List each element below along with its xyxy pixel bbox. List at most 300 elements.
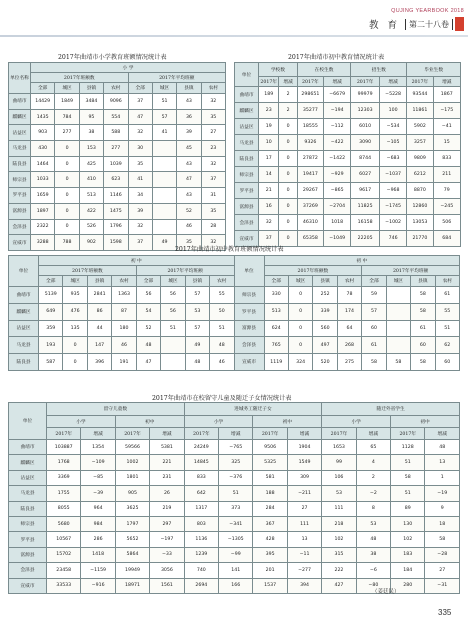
table-header-cell: 农村 — [104, 83, 128, 94]
data-cell: 57 — [185, 287, 209, 304]
row-label-cell: 富源县 — [9, 203, 31, 219]
data-cell: 395 — [253, 547, 287, 562]
row-label-cell: 马龙县 — [9, 337, 39, 354]
row-label-cell: 麒麟区 — [9, 455, 47, 470]
row-label-cell: 陆良县 — [235, 151, 259, 167]
data-cell: 27 — [201, 125, 225, 141]
data-cell: 61 — [411, 320, 435, 337]
data-cell: 135 — [63, 320, 87, 337]
table-row — [9, 94, 226, 110]
table-header-cell: 学校数 — [258, 63, 297, 77]
table-header-cell: 初 中 — [39, 256, 235, 266]
data-cell: 41 — [128, 172, 152, 188]
data-cell: 5652 — [115, 532, 149, 547]
table-header-cell: 单位名称 — [9, 63, 31, 94]
data-cell: 211 — [433, 167, 460, 183]
data-cell: 37 — [128, 94, 152, 110]
data-cell: 297 — [150, 516, 184, 531]
data-cell: −1159 — [81, 563, 115, 578]
row-label-cell: 师宗县 — [9, 516, 47, 531]
data-cell: 13 — [287, 532, 321, 547]
table3-title: 2017年曲靖市初中教育班额情况统计表 — [175, 246, 284, 253]
row-label-cell: 罗平县 — [9, 188, 31, 204]
table-header-cell: 2017年平均班额 — [362, 266, 460, 276]
table-header-cell: 城区 — [161, 276, 185, 287]
table-header-cell: 2017年 — [253, 428, 287, 440]
data-cell: 935 — [63, 287, 87, 304]
data-cell: 0 — [279, 119, 297, 135]
data-cell: 17 — [258, 151, 279, 167]
data-cell: 1239 — [184, 547, 218, 562]
row-label-cell: 会泽县 — [234, 337, 264, 354]
data-cell: 52 — [177, 203, 201, 219]
data-cell: 497 — [313, 337, 337, 354]
table-header-cell: 增减 — [425, 428, 460, 440]
table-row — [9, 337, 460, 354]
table-header-cell: 增减 — [150, 428, 184, 440]
data-cell: 58 — [386, 354, 410, 371]
data-cell: 28 — [201, 219, 225, 235]
data-cell: 0 — [55, 172, 79, 188]
data-cell: 286 — [81, 532, 115, 547]
data-cell: −197 — [150, 532, 184, 547]
data-cell: 280 — [391, 578, 425, 593]
data-cell: 51 — [391, 486, 425, 501]
data-cell: 38 — [356, 547, 390, 562]
data-cell: 21770 — [407, 231, 433, 247]
data-cell: 642 — [184, 486, 218, 501]
table2-title: 2017年曲靖市初中教育情况统计表 — [288, 54, 385, 61]
data-cell: 183 — [391, 547, 425, 562]
table-header-cell: 县镇 — [79, 83, 103, 94]
data-cell: 55 — [435, 303, 459, 320]
data-cell: −1422 — [323, 151, 350, 167]
data-cell: 103887 — [47, 440, 81, 455]
data-cell: −422 — [323, 135, 350, 151]
row-label-cell: 陆良县 — [9, 156, 31, 172]
table-header-cell: 单位 — [235, 63, 259, 87]
data-cell: 59566 — [115, 440, 149, 455]
row-label-cell: 宣威市 — [234, 354, 264, 371]
data-cell: 0 — [288, 287, 312, 304]
data-cell: 330 — [264, 287, 288, 304]
data-cell: 8055 — [47, 501, 81, 516]
data-cell: 2322 — [31, 219, 55, 235]
data-cell: 277 — [104, 141, 128, 157]
table-header-cell: 随迁外省学生 — [322, 403, 460, 416]
header-rule — [0, 35, 468, 37]
row-label-cell: 马龙县 — [9, 141, 31, 157]
data-cell: −5228 — [379, 87, 406, 103]
data-cell: 581 — [253, 470, 287, 485]
table-row — [9, 172, 226, 188]
table-header-cell: 2017年平均班额 — [136, 266, 234, 276]
data-cell: 27 — [287, 501, 321, 516]
data-cell: 180 — [112, 320, 136, 337]
table-header-cell: 2017年班额数 — [264, 266, 362, 276]
data-cell: −1049 — [323, 231, 350, 247]
data-cell: 35 — [201, 203, 225, 219]
data-cell: 65 — [356, 440, 390, 455]
data-cell: 10 — [258, 135, 279, 151]
data-cell: 26 — [150, 486, 184, 501]
data-cell: 0 — [279, 151, 297, 167]
table-row — [9, 156, 226, 172]
data-cell: 833 — [184, 470, 218, 485]
data-cell: 47 — [177, 172, 201, 188]
data-cell: 298651 — [297, 87, 323, 103]
row-label-cell: 富源县 — [9, 547, 47, 562]
row-label-cell: 沾益区 — [235, 119, 259, 135]
table-header-cell: 县镇 — [177, 83, 201, 94]
data-cell: 51 — [391, 455, 425, 470]
data-cell: 19417 — [297, 167, 323, 183]
data-cell: 410 — [79, 172, 103, 188]
row-label-cell: 宣威市 — [9, 578, 47, 593]
data-cell: −968 — [379, 183, 406, 199]
data-cell: 0 — [55, 188, 79, 204]
data-cell: −31 — [425, 578, 460, 593]
data-cell: −277 — [287, 563, 321, 578]
data-cell: 221 — [150, 455, 184, 470]
table-row — [9, 303, 460, 320]
table-header-cell: 城区 — [152, 83, 176, 94]
data-cell: −211 — [287, 486, 321, 501]
data-cell: 1018 — [323, 215, 350, 231]
table-header-cell: 增减 — [219, 428, 253, 440]
table-header-cell: 初中 — [115, 416, 184, 428]
data-cell: 4 — [356, 455, 390, 470]
data-cell: 359 — [39, 320, 63, 337]
data-cell: 24249 — [184, 440, 218, 455]
data-cell: 56 — [161, 303, 185, 320]
table-row — [9, 219, 226, 235]
data-cell: −929 — [323, 167, 350, 183]
data-cell: 0 — [288, 320, 312, 337]
data-cell: 0 — [55, 141, 79, 157]
data-cell: 147 — [87, 337, 111, 354]
data-cell: 0 — [55, 203, 79, 219]
row-label-cell: 会泽县 — [235, 215, 259, 231]
data-cell: 18555 — [297, 119, 323, 135]
data-cell: 12303 — [351, 103, 380, 119]
data-cell: 51 — [152, 94, 176, 110]
data-cell: 2 — [279, 87, 297, 103]
table-row — [9, 141, 226, 157]
data-cell: 43 — [177, 94, 201, 110]
data-cell: 32 — [128, 219, 152, 235]
table-header-cell: 增减 — [433, 77, 460, 87]
data-cell: −6679 — [323, 87, 350, 103]
table1-title: 2017年曲靖市小学教育班额情况统计表 — [58, 54, 167, 61]
data-cell: −683 — [379, 151, 406, 167]
data-cell: 55 — [210, 287, 234, 304]
data-cell: 315 — [322, 547, 356, 562]
data-cell: −194 — [323, 103, 350, 119]
data-cell: 1002 — [115, 455, 149, 470]
data-cell: 513 — [264, 303, 288, 320]
data-cell: 1796 — [104, 219, 128, 235]
data-cell: 373 — [219, 501, 253, 516]
data-cell: 188 — [253, 486, 287, 501]
data-cell: 526 — [79, 219, 103, 235]
data-cell: 106 — [322, 470, 356, 485]
data-cell: 57 — [152, 109, 176, 125]
data-cell: 19949 — [115, 563, 149, 578]
data-cell — [386, 287, 410, 304]
table-header-cell: 初 中 — [264, 256, 460, 266]
data-cell: 46 — [112, 337, 136, 354]
table-header-cell: 全部 — [31, 83, 55, 94]
yearbook-name: QUJING YEARBOOK — [391, 8, 449, 14]
data-cell: 0 — [279, 231, 297, 247]
data-cell: 903 — [31, 125, 55, 141]
row-label-cell: 师宗县 — [9, 172, 31, 188]
data-cell: 624 — [264, 320, 288, 337]
data-cell: 277 — [55, 125, 79, 141]
data-cell: 33533 — [47, 578, 81, 593]
table-header-cell: 初中 — [391, 416, 460, 428]
table-header-cell: 进城务工随迁子女 — [184, 403, 322, 416]
data-cell: 1849 — [55, 94, 79, 110]
data-cell: 8 — [356, 501, 390, 516]
data-cell: 35 — [201, 109, 225, 125]
table-row — [9, 354, 460, 371]
data-cell: 102 — [391, 532, 425, 547]
data-cell: 47 — [136, 354, 160, 371]
data-cell: 0 — [63, 354, 87, 371]
data-cell: 2841 — [87, 287, 111, 304]
data-cell: 56 — [136, 287, 160, 304]
data-cell: 53 — [185, 303, 209, 320]
section-title: 教 育 — [368, 20, 400, 31]
data-cell: 19 — [258, 119, 279, 135]
data-cell: 38 — [79, 125, 103, 141]
data-cell: −175 — [433, 103, 460, 119]
data-cell: 18 — [425, 516, 460, 531]
data-cell: 1537 — [253, 578, 287, 593]
table-row — [9, 287, 460, 304]
table-row — [9, 547, 460, 562]
data-cell: 222 — [322, 563, 356, 578]
data-cell: 5680 — [47, 516, 81, 531]
data-cell: 3625 — [115, 501, 149, 516]
table-row — [235, 183, 461, 199]
data-cell: 37 — [201, 172, 225, 188]
data-cell: 43 — [177, 188, 201, 204]
data-cell: 61 — [435, 287, 459, 304]
data-cell — [152, 203, 176, 219]
data-cell: 520 — [313, 354, 337, 371]
data-cell: 11825 — [351, 199, 380, 215]
table-header-cell: 县镇 — [313, 276, 337, 287]
data-cell: 1561 — [150, 578, 184, 593]
table-row — [9, 501, 460, 516]
data-cell: 189 — [258, 87, 279, 103]
data-cell: 31 — [201, 188, 225, 204]
row-label-cell: 沾益区 — [9, 320, 39, 337]
data-cell: 62 — [435, 337, 459, 354]
data-cell: 5139 — [39, 287, 63, 304]
data-cell: 5325 — [253, 455, 287, 470]
data-cell: 153 — [79, 141, 103, 157]
table-header-cell: 农村 — [201, 83, 225, 94]
data-cell: 587 — [39, 354, 63, 371]
data-cell: 35 — [128, 156, 152, 172]
data-cell: 53 — [356, 516, 390, 531]
data-cell: 51 — [219, 486, 253, 501]
data-cell: 0 — [279, 199, 297, 215]
data-cell: 396 — [87, 354, 111, 371]
data-cell: 324 — [288, 354, 312, 371]
data-cell: 56 — [161, 287, 185, 304]
data-cell: 53 — [322, 486, 356, 501]
data-cell: 554 — [104, 109, 128, 125]
data-cell: 141 — [219, 563, 253, 578]
table-header-cell: 城区 — [288, 276, 312, 287]
data-cell: 339 — [313, 303, 337, 320]
table-header-cell: 2017年 — [391, 428, 425, 440]
row-label-cell: 罗平县 — [9, 532, 47, 547]
data-cell: 184 — [391, 563, 425, 578]
table-header-cell: 增减 — [81, 428, 115, 440]
data-cell: −109 — [81, 455, 115, 470]
data-cell: 3484 — [79, 94, 103, 110]
data-cell: 16158 — [351, 215, 380, 231]
data-cell: 1 — [425, 470, 460, 485]
table-header-cell: 2017年 — [47, 428, 81, 440]
table-header-cell: 单位 — [234, 256, 264, 287]
data-cell: 284 — [253, 501, 287, 516]
row-label-cell: 宣威市 — [235, 231, 259, 247]
data-cell: 428 — [253, 532, 287, 547]
data-cell: 58 — [425, 532, 460, 547]
data-cell: 0 — [279, 215, 297, 231]
table-header-cell: 农村 — [337, 276, 361, 287]
data-cell: 3056 — [150, 563, 184, 578]
data-cell: 32 — [201, 235, 225, 251]
row-label-cell: 曲靖市 — [9, 440, 47, 455]
table-row — [9, 486, 460, 501]
data-cell: 46310 — [297, 215, 323, 231]
left-behind-children-table — [8, 402, 460, 594]
table-row — [235, 135, 461, 151]
data-cell: 166 — [219, 578, 253, 593]
data-cell: 1128 — [391, 440, 425, 455]
data-cell: 78 — [337, 287, 361, 304]
data-cell: 6010 — [351, 119, 380, 135]
data-cell: 9506 — [253, 440, 287, 455]
data-cell: −865 — [323, 183, 350, 199]
data-cell: 58 — [391, 470, 425, 485]
data-cell: 6212 — [407, 167, 433, 183]
junior-school-table — [234, 62, 461, 247]
data-cell: 49 — [185, 337, 209, 354]
data-cell: 45 — [177, 141, 201, 157]
table-row — [235, 215, 461, 231]
data-cell: 48 — [136, 337, 160, 354]
table-row — [235, 119, 461, 135]
data-cell: 13 — [425, 455, 460, 470]
data-cell: 34 — [128, 188, 152, 204]
data-cell: 89 — [391, 501, 425, 516]
data-cell: 1136 — [184, 532, 218, 547]
table-row — [9, 532, 460, 547]
row-label-cell: 曲靖市 — [235, 87, 259, 103]
data-cell: 48 — [425, 440, 460, 455]
data-cell: 86 — [87, 303, 111, 320]
data-cell: 1435 — [31, 109, 55, 125]
table-header-cell: 小学 — [47, 416, 116, 428]
data-cell: 425 — [79, 156, 103, 172]
data-cell: 684 — [433, 231, 460, 247]
table-header-cell: 农村 — [112, 276, 136, 287]
table-header-cell: 全部 — [362, 276, 386, 287]
data-cell: 58 — [411, 287, 435, 304]
data-cell: −80 — [356, 578, 390, 593]
data-cell: 27 — [425, 563, 460, 578]
data-cell: 2694 — [184, 578, 218, 593]
data-cell: −2704 — [323, 199, 350, 215]
data-cell: −1037 — [379, 167, 406, 183]
data-cell: 16 — [258, 199, 279, 215]
row-label-cell: 沾益区 — [9, 470, 47, 485]
data-cell: 57 — [362, 303, 386, 320]
data-cell: 1904 — [287, 440, 321, 455]
table-header-cell: 增减 — [379, 77, 406, 87]
data-cell — [152, 172, 176, 188]
table-row — [235, 151, 461, 167]
table-header-cell: 县镇 — [411, 276, 435, 287]
data-cell: 1363 — [112, 287, 136, 304]
table-header-cell: 农村 — [435, 276, 459, 287]
data-cell: −105 — [379, 135, 406, 151]
row-label-cell: 马龙县 — [235, 135, 259, 151]
data-cell: 231 — [150, 470, 184, 485]
data-cell: 3090 — [351, 135, 380, 151]
row-label-cell: 沾益区 — [9, 125, 31, 141]
data-cell: 8870 — [407, 183, 433, 199]
data-cell: 268 — [337, 337, 361, 354]
table-header-cell: 单位 — [9, 256, 39, 287]
data-cell: 427 — [322, 578, 356, 593]
data-cell: −1002 — [379, 215, 406, 231]
data-cell: 1549 — [287, 455, 321, 470]
data-cell — [152, 156, 176, 172]
data-cell: 32 — [258, 215, 279, 231]
table-header-cell: 留守儿童数 — [47, 403, 185, 416]
data-cell: 0 — [63, 337, 87, 354]
data-cell: 1653 — [322, 440, 356, 455]
data-cell: 193 — [39, 337, 63, 354]
section-tab-marker — [455, 17, 464, 31]
data-cell: 325 — [219, 455, 253, 470]
data-cell: 9617 — [351, 183, 380, 199]
data-cell — [161, 354, 185, 371]
data-cell: 394 — [287, 578, 321, 593]
data-cell: −245 — [433, 199, 460, 215]
data-cell: 506 — [433, 215, 460, 231]
data-cell: 1033 — [31, 172, 55, 188]
table-header-cell: 2017年 — [351, 77, 380, 87]
data-cell: 50 — [210, 303, 234, 320]
data-cell: 60 — [362, 320, 386, 337]
row-label-cell: 陆良县 — [9, 354, 39, 371]
data-cell: 964 — [81, 501, 115, 516]
data-cell: 46 — [210, 354, 234, 371]
table-header-cell: 县镇 — [87, 276, 111, 287]
data-cell: −2 — [356, 486, 390, 501]
